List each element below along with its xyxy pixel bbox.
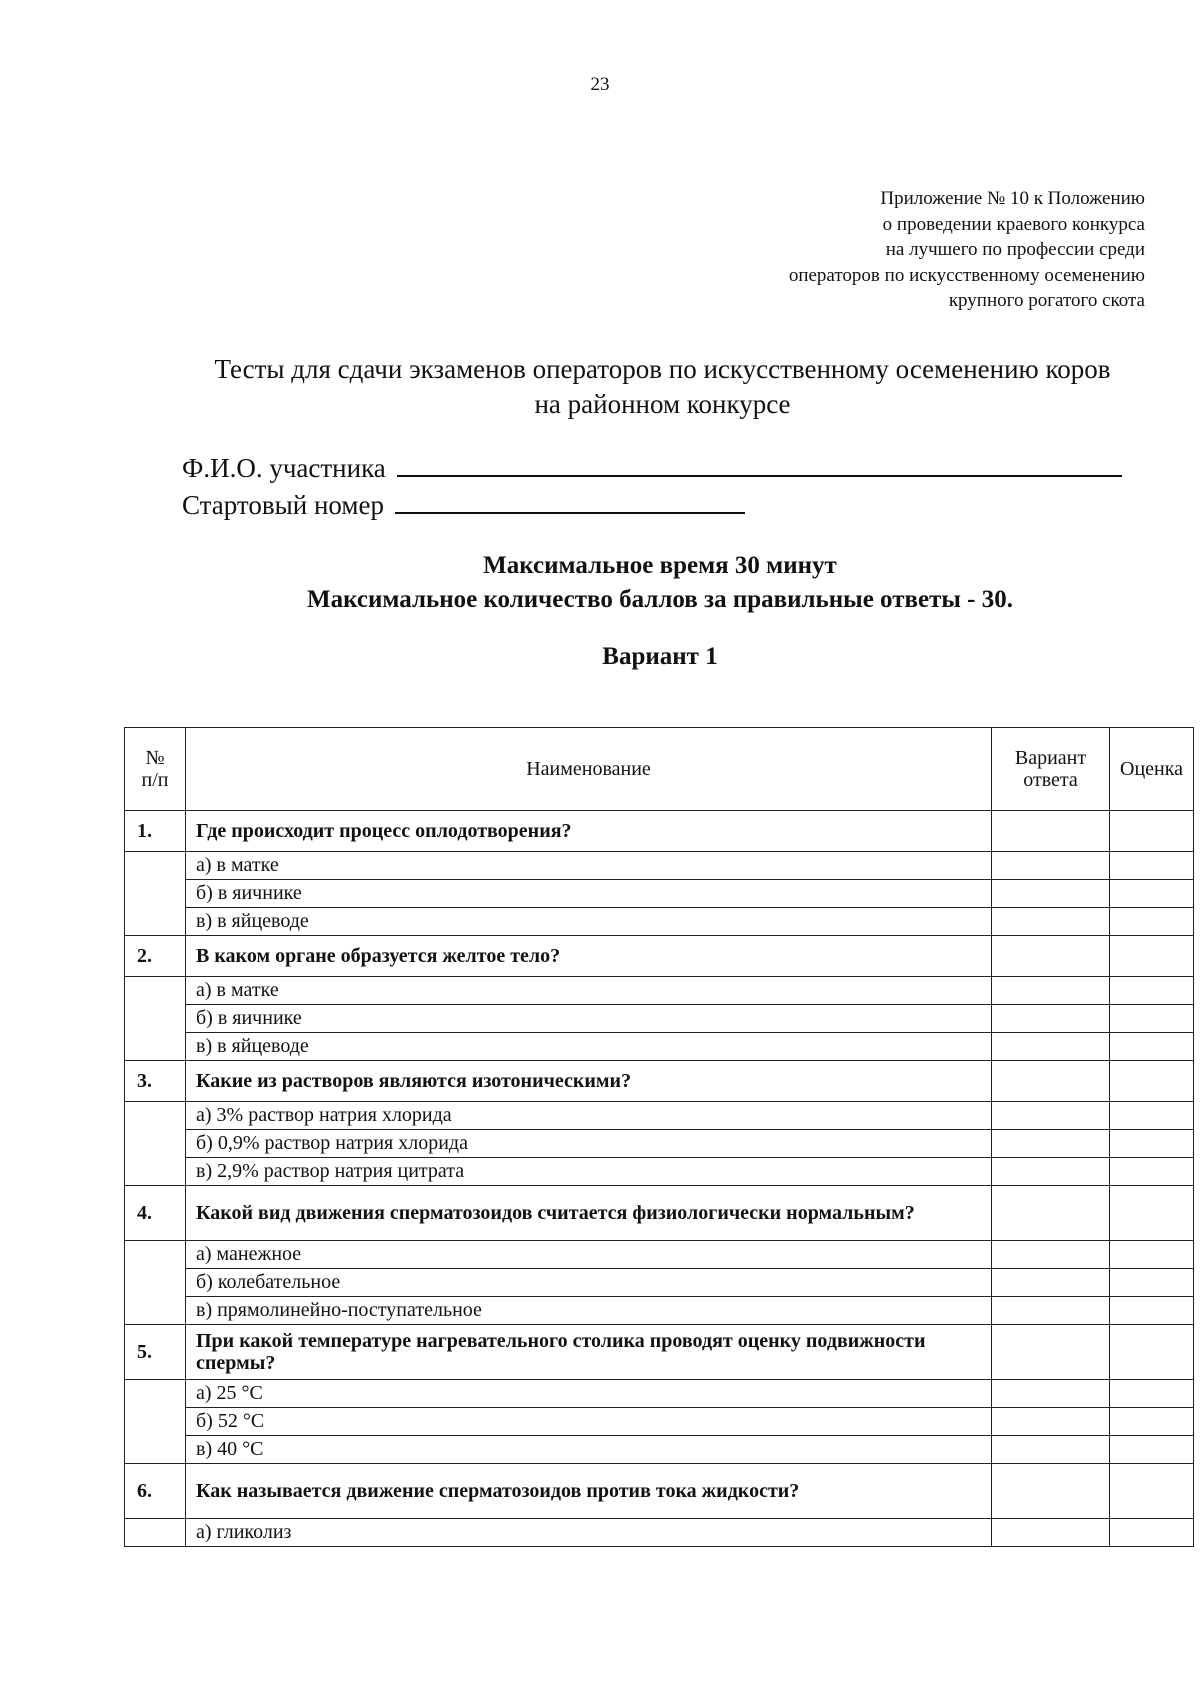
score-cell[interactable] [1110,1005,1194,1033]
option-text: б) 52 °С [186,1408,992,1436]
option-row [125,880,1194,908]
title-line: на районном конкурсе [534,389,791,419]
option-row [125,1408,1194,1436]
answer-cell[interactable] [992,1408,1110,1436]
option-row [125,908,1194,936]
question-number: 1. [125,811,186,852]
answer-cell[interactable] [992,1005,1110,1033]
max-score: Максимальное количество баллов за правильные ответы - 30. [307,586,1013,613]
answer-cell[interactable] [992,1297,1110,1325]
option-text: а) 25 °С [186,1380,992,1408]
answer-cell[interactable] [992,936,1110,977]
empty-num-cell [125,1241,186,1325]
header-answer: Вариант ответа [992,728,1110,811]
variant-heading: Вариант 1 [602,643,718,670]
score-cell[interactable] [1110,1464,1194,1519]
question-row [125,1464,1194,1519]
answer-cell[interactable] [992,1241,1110,1269]
score-cell[interactable] [1110,1186,1194,1241]
question-number: 5. [125,1325,186,1380]
answer-cell[interactable] [992,1033,1110,1061]
answer-cell[interactable] [992,1186,1110,1241]
start-number-label: Стартовый номер [182,490,384,520]
answer-cell[interactable] [992,1061,1110,1102]
score-cell[interactable] [1110,1325,1194,1380]
question-row [125,1061,1194,1102]
header-num: № п/п [125,728,186,811]
option-row [125,1297,1194,1325]
option-text: б) в яичнике [186,880,992,908]
answer-cell[interactable] [992,1158,1110,1186]
option-row [125,1519,1194,1547]
option-row [125,1005,1194,1033]
empty-num-cell [125,977,186,1061]
question-row [125,811,1194,852]
score-cell[interactable] [1110,1158,1194,1186]
answer-cell[interactable] [992,1380,1110,1408]
participant-name-field [182,451,1122,485]
option-row [125,1436,1194,1464]
empty-num-cell [125,1380,186,1464]
score-cell[interactable] [1110,1241,1194,1269]
question-text: Какой вид движения сперматозоидов считается физиологически нормальным? [186,1186,992,1241]
score-cell[interactable] [1110,1061,1194,1102]
score-cell[interactable] [1110,1269,1194,1297]
question-text: Где происходит процесс оплодотворения? [186,811,992,852]
answer-cell[interactable] [992,880,1110,908]
score-cell[interactable] [1110,908,1194,936]
option-row [125,1158,1194,1186]
question-row [125,1186,1194,1241]
question-text: При какой температуре нагревательного столика проводят оценку подвижности спермы? [186,1325,992,1380]
empty-num-cell [125,1102,186,1186]
option-text: б) 0,9% раствор натрия хлорида [186,1130,992,1158]
answer-cell[interactable] [992,1102,1110,1130]
score-cell[interactable] [1110,852,1194,880]
answer-cell[interactable] [992,1464,1110,1519]
max-time: Максимальное время 30 минут [483,552,837,579]
empty-num-cell [125,852,186,936]
score-cell[interactable] [1110,1436,1194,1464]
score-cell[interactable] [1110,977,1194,1005]
option-text: б) колебательное [186,1269,992,1297]
score-cell[interactable] [1110,1380,1194,1408]
start-number-field [182,488,745,522]
option-row [125,1033,1194,1061]
question-number: 2. [125,936,186,977]
option-row [125,1241,1194,1269]
answer-cell[interactable] [992,852,1110,880]
option-text: а) в матке [186,977,992,1005]
answer-cell[interactable] [992,1519,1110,1547]
score-cell[interactable] [1110,811,1194,852]
question-text: В каком органе образуется желтое тело? [186,936,992,977]
table-header-row [125,728,1194,811]
option-row [125,1380,1194,1408]
start-number-blank[interactable] [395,511,745,514]
appendix-note [445,186,1145,314]
score-cell[interactable] [1110,936,1194,977]
answer-cell[interactable] [992,1269,1110,1297]
appendix-line: крупного рогатого скота [948,290,1145,311]
question-text: Как называется движение сперматозоидов против тока жидкости? [186,1464,992,1519]
title-line: Тесты для сдачи экзаменов операторов по искусственному осеменению коров [214,354,1111,384]
score-cell[interactable] [1110,880,1194,908]
answer-cell[interactable] [992,811,1110,852]
option-text: а) манежное [186,1241,992,1269]
appendix-line: о проведении краевого конкурса [882,213,1145,235]
header-name: Наименование [186,728,992,811]
option-text: а) гликолиз [186,1519,992,1547]
option-row [125,1269,1194,1297]
question-text: Какие из растворов являются изотоническими? [186,1061,992,1102]
score-cell[interactable] [1110,1408,1194,1436]
option-row [125,977,1194,1005]
option-text: а) в матке [186,852,992,880]
option-text: а) 3% раствор натрия хлорида [186,1102,992,1130]
option-text: в) прямолинейно-поступательное [186,1297,992,1325]
question-number: 4. [125,1186,186,1241]
score-cell[interactable] [1110,1519,1194,1547]
question-number: 6. [125,1464,186,1519]
question-number: 3. [125,1061,186,1102]
option-text: в) 40 °С [186,1436,992,1464]
answer-cell[interactable] [992,1436,1110,1464]
score-cell[interactable] [1110,1033,1194,1061]
answer-cell[interactable] [992,977,1110,1005]
option-row [125,1130,1194,1158]
appendix-line: на лучшего по профессии среди [885,239,1145,260]
score-cell[interactable] [1110,1130,1194,1158]
option-text: в) в яйцеводе [186,908,992,936]
participant-name-label: Ф.И.О. участника [182,453,386,483]
header-score: Оценка [1110,728,1194,811]
question-row [125,936,1194,977]
answer-cell[interactable] [992,908,1110,936]
answer-cell[interactable] [992,1325,1110,1380]
option-text: в) 2,9% раствор натрия цитрата [186,1158,992,1186]
score-cell[interactable] [1110,1297,1194,1325]
answer-cell[interactable] [992,1130,1110,1158]
appendix-line: Приложение № 10 к Положению [880,188,1145,209]
empty-num-cell [125,1519,186,1547]
participant-name-blank[interactable] [397,474,1122,477]
score-cell[interactable] [1110,1102,1194,1130]
option-row [125,852,1194,880]
quiz-table [124,727,1194,1547]
option-text: в) в яйцеводе [186,1033,992,1061]
option-text: б) в яичнике [186,1005,992,1033]
option-row [125,1102,1194,1130]
question-row [125,1325,1194,1380]
page-number: 23 [590,74,610,95]
appendix-line: операторов по искусственному осеменению [788,264,1145,286]
document-title [100,352,1200,422]
